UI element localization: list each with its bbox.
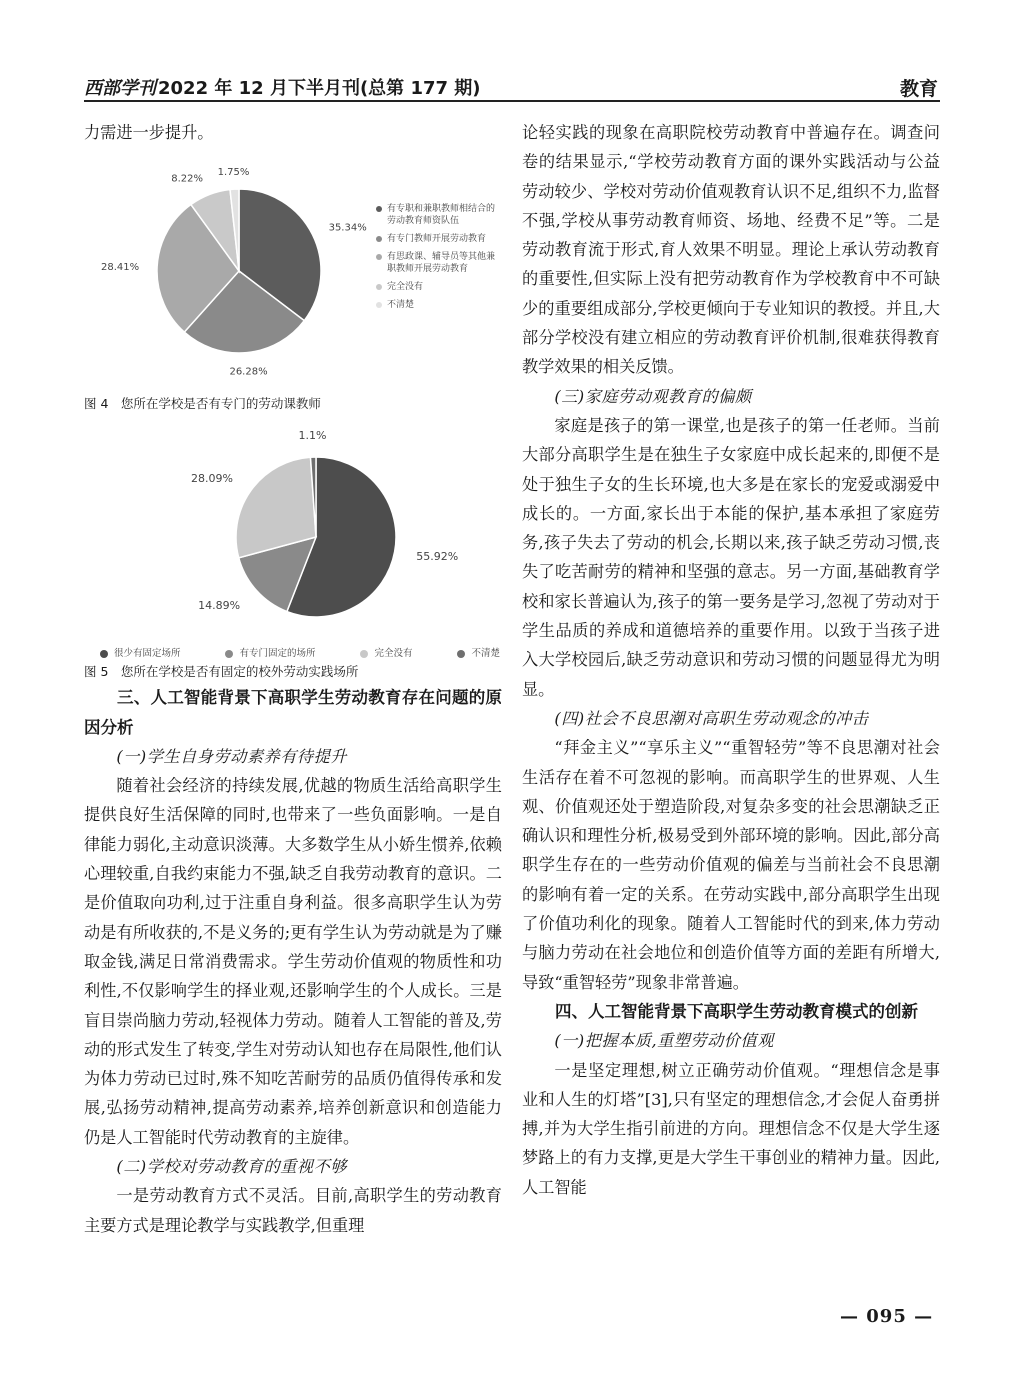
legend-label: 不清楚 bbox=[471, 648, 500, 660]
data-label: 28.41% bbox=[100, 262, 140, 274]
legend-dot bbox=[376, 206, 382, 212]
legend-label: 有专职和兼职教师相结合的劳动教育师资队伍 bbox=[387, 204, 496, 227]
data-label: 1.1% bbox=[298, 429, 327, 443]
legend-5 bbox=[100, 639, 500, 668]
section-4-heading: 四、人工智能背景下高职学生劳动教育模式的创新 bbox=[555, 1001, 918, 1021]
legend-dot bbox=[376, 302, 382, 308]
legend-label: 完全没有 bbox=[374, 648, 413, 660]
subsection-heading: (一)把握本质,重塑劳动价值观 bbox=[554, 1031, 774, 1051]
legend-dot bbox=[376, 284, 382, 290]
legend-label: 完全没有 bbox=[387, 282, 424, 293]
figure-5 bbox=[84, 429, 502, 661]
legend-item bbox=[376, 251, 502, 275]
figure-4-caption: 图 4 您所在学校是否有专门的劳动课教师 bbox=[84, 396, 321, 412]
right-column bbox=[522, 118, 940, 1202]
legend-label: 不清楚 bbox=[387, 300, 415, 311]
subsection-4-heading: (四)社会不良思潮对高职生劳动观念的冲击 bbox=[554, 708, 869, 728]
legend-item bbox=[457, 639, 500, 668]
left-column bbox=[84, 118, 502, 1240]
legend-dot bbox=[100, 650, 108, 658]
legend-4 bbox=[376, 203, 502, 317]
journal-issue-line bbox=[84, 74, 481, 100]
data-label: 55.92% bbox=[416, 550, 459, 564]
legend-item bbox=[360, 639, 412, 668]
legend-item bbox=[376, 281, 502, 293]
page-number: — 095 — bbox=[840, 1306, 934, 1327]
opening-line: 力需进一步提升。 bbox=[84, 123, 214, 142]
paragraph-continued: 论轻实践的现象在高职院校劳动教育中普遍存在。调查问卷的结果显示,“学校劳动教育方面的课外实践活动与公益劳动较少、学校对劳动价值观教育认识不足,组织不力,监督不强,学校从事劳动教育师资、场地、经费不足”等。二是劳动教育流于形式,育人效果不明显。理论上承认劳动教育的重要性,但实际上没有把劳动教育作为学校教育中不可缺少的重要组成部分,学校更倾向于专业知识的教授。并且,大部分学校没有建立相应的劳动教育评价机制,很难获得教育教学效果的相关反馈。 bbox=[522, 123, 940, 377]
legend-dot bbox=[457, 650, 465, 658]
data-label: 35.34% bbox=[328, 222, 367, 234]
paragraph: 一是劳动教育方式不灵活。目前,高职学生的劳动教育主要方式是理论教学与实践教学,但重理 bbox=[84, 1186, 502, 1235]
paragraph: 家庭是孩子的第一课堂,也是孩子的第一任老师。当前大部分高职学生是在独生子女家庭中成长起来的,即便不是处于独生子女的生长环境,也大多是在家长的宠爱或溺爱中成长的。一方面,家长出于本能的保护,基本承担了家庭劳务,孩子失去了劳动的机会,长期以来,孩子缺乏劳动习惯,丧失了吃苦耐劳的精神和坚强的意志。另一方面,基础教育学校和家长普遍认为,孩子的第一要务是学习,忽视了劳动对于学生品质的养成和道德培养的重要作用。以致于当孩子进入大学校园后,缺乏劳动意识和劳动习惯的问题显得尤为明显。 bbox=[522, 415, 940, 699]
section-name: 教育 bbox=[899, 78, 938, 100]
data-label: 8.22% bbox=[171, 173, 204, 185]
data-label: 1.75% bbox=[217, 167, 250, 179]
data-label: 26.28% bbox=[229, 366, 268, 378]
legend-item bbox=[376, 299, 502, 311]
legend-label: 有专门教师开展劳动教育 bbox=[387, 234, 487, 245]
subsection-2-heading: (二)学校对劳动教育的重视不够 bbox=[116, 1157, 347, 1177]
figure-5-caption: 图 5 您所在学校是否有固定的校外劳动实践场所 bbox=[84, 664, 359, 680]
legend-label: 有专门固定的场所 bbox=[239, 648, 316, 660]
figure-4 bbox=[84, 147, 502, 393]
data-label: 14.89% bbox=[198, 599, 241, 613]
issue-text: 2022 年 12 月下半月刊(总第 177 期) bbox=[158, 78, 481, 99]
journal-logo: 西部学刊 bbox=[84, 78, 156, 99]
paragraph: 随着社会经济的持续发展,优越的物质生活给高职学生提供良好生活保障的同时,也带来了一些负面影响。一是自律能力弱化,主动意识淡薄。大多数学生从小娇生惯养,依赖心理较重,自我约束能力不强,缺乏自我劳动教育的意识。二是价值取向功利,过于注重自身利益。很多高职学生认为劳动是有所收获的,不是义务的;更有学生认为劳动就是为了赚取金钱,满足日常消费需求。学生劳动价值观的物质性和功利性,不仅影响学生的择业观,还影响学生的个人成长。三是盲目崇尚脑力劳动,轻视体力劳动。随着人工智能的普及,劳动的形式发生了转变,学生对劳动认知也存在局限性,他们认为体力劳动已过时,殊不知吃苦耐劳的品质仍值得传承和发展,弘扬劳动精神,提高劳动素养,培养创新意识和创造能力仍是人工智能时代劳动教育的主旋律。 bbox=[84, 776, 502, 1147]
legend-dot bbox=[376, 236, 382, 242]
paragraph: 一是坚定理想,树立正确劳动价值观。“理想信念是事业和人生的灯塔”[3],只有坚定的理想信念,才会促人奋勇拼搏,并为大学生指引前进的方向。理想信念不仅是大学生逐梦路上的有力支撑,更是大学生干事创业的精神力量。因此,人工智能 bbox=[522, 1060, 940, 1197]
legend-label: 有思政课、辅导员等其他兼职教师开展劳动教育 bbox=[387, 252, 496, 275]
legend-item bbox=[225, 639, 315, 668]
subsection-3-heading: (三)家庭劳动观教育的偏颇 bbox=[554, 386, 752, 406]
legend-dot bbox=[360, 650, 368, 658]
legend-dot bbox=[376, 254, 382, 260]
legend-dot bbox=[225, 650, 233, 658]
journal-header bbox=[84, 72, 940, 102]
subsection-1-heading: (一)学生自身劳动素养有待提升 bbox=[116, 746, 347, 766]
legend-item bbox=[100, 639, 181, 668]
legend-label: 很少有固定场所 bbox=[114, 648, 181, 660]
legend-item bbox=[376, 203, 502, 227]
paragraph: “拜金主义”“享乐主义”“重智轻劳”等不良思潮对社会生活存在着不可忽视的影响。而高职学生的世界观、人生观、价值观还处于塑造阶段,对复杂多变的社会思潮缺乏正确认识和理性分析,极易受到外部环境的影响。因此,部分高职学生存在的一些劳动价值观的偏差与当前社会不良思潮的影响有着一定的关系。在劳动实践中,部分高职学生出现了价值功利化的现象。随着人工智能时代的到来,体力劳动与脑力劳动在社会地位和创造价值等方面的差距有所增大,导致“重智轻劳”现象非常普遍。 bbox=[522, 738, 940, 992]
pie-chart-5 bbox=[84, 429, 502, 635]
data-label: 28.09% bbox=[190, 472, 233, 486]
section-3-heading: 三、人工智能背景下高职学生劳动教育存在问题的原因分析 bbox=[84, 688, 502, 737]
legend-item bbox=[376, 233, 502, 245]
